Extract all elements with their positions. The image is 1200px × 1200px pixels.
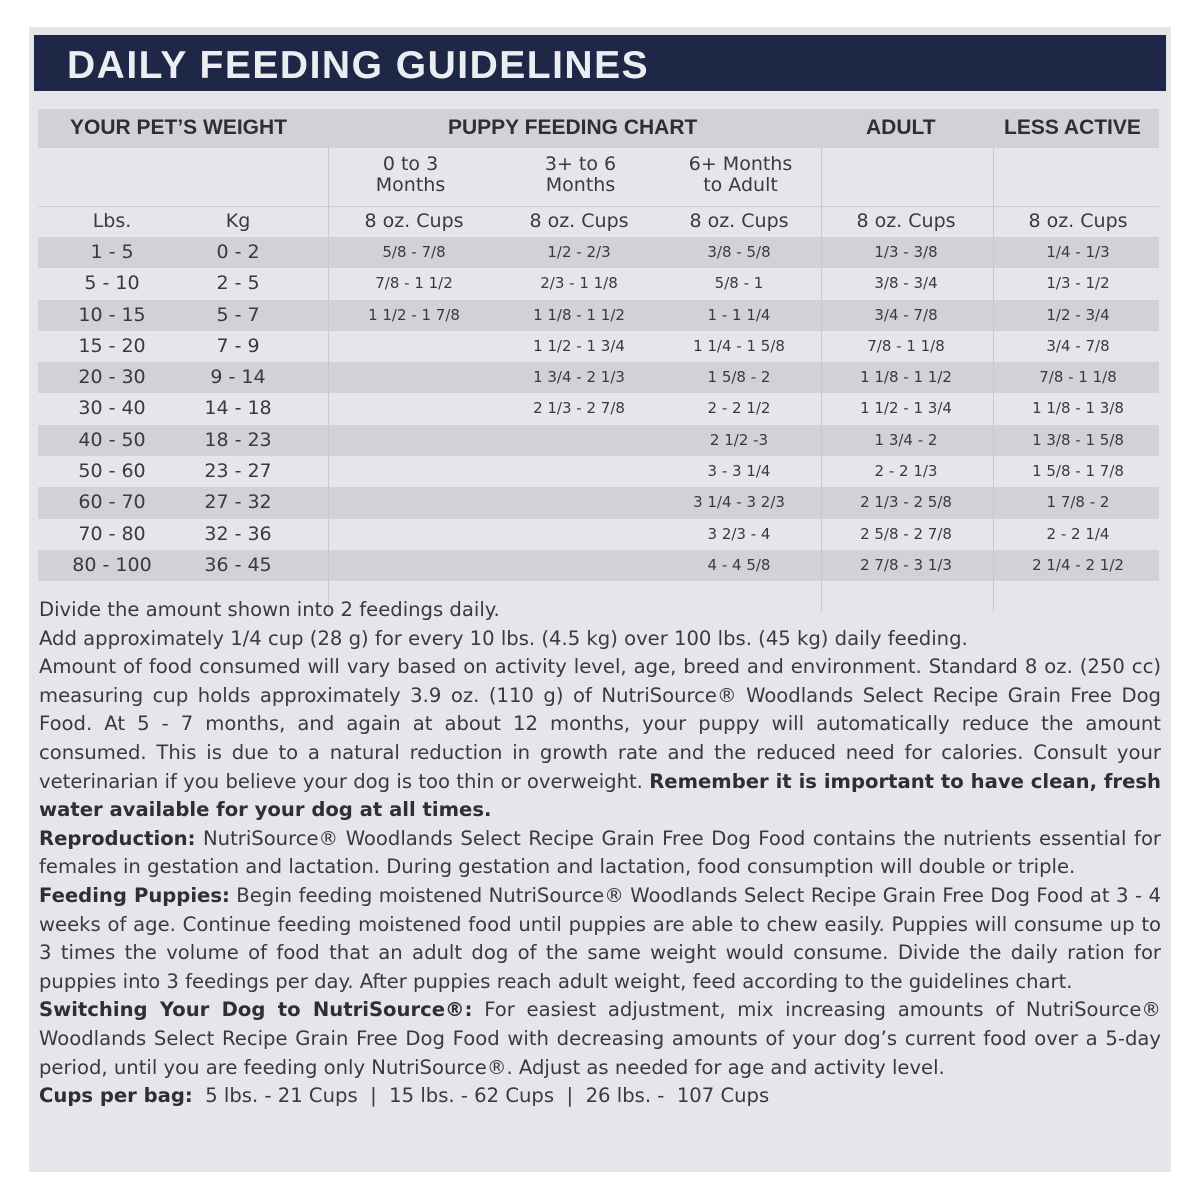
note-divide: Divide the amount shown into 2 feedings daily.	[39, 598, 500, 621]
cell-adult: 2 7/8 - 3 1/3	[860, 555, 952, 574]
table-row	[38, 393, 1159, 424]
cell-adult: 1 3/4 - 2	[874, 430, 938, 449]
age-header-row	[38, 148, 1159, 206]
cell-less-active: 1 3/8 - 1 5/8	[1032, 430, 1124, 449]
cell-kg: 2 - 5	[216, 272, 260, 295]
table-row	[38, 456, 1159, 487]
cell-adult: 1 1/2 - 1 3/4	[860, 399, 952, 418]
cell-puppy-3-6: 1 3/4 - 2 1/3	[533, 368, 625, 387]
header-adult: ADULT	[866, 116, 936, 139]
cell-less-active: 1 7/8 - 2	[1046, 493, 1110, 512]
cell-puppy-3-6: 2 1/3 - 2 7/8	[533, 399, 625, 418]
unit-lbs: Lbs.	[92, 210, 132, 232]
note-cups-per-bag	[39, 1082, 1161, 1111]
puppies-label: Feeding Puppies:	[39, 883, 230, 907]
cell-lbs: 30 - 40	[78, 397, 146, 420]
age-label: Months	[545, 174, 616, 196]
cell-less-active: 7/8 - 1 1/8	[1039, 368, 1117, 387]
switching-label: Switching Your Dog to NutriSource®:	[39, 998, 473, 1022]
age-label: Months	[375, 174, 446, 196]
water-reminder: Remember it is important to have clean, fresh water available for your dog at all times.	[39, 769, 1161, 822]
cell-puppy-0-3: 1 1/2 - 1 7/8	[368, 305, 460, 324]
cell-lbs: 1 - 5	[90, 241, 134, 263]
unit-kg: Kg	[225, 210, 251, 232]
table-row	[38, 237, 1159, 268]
switching-text: For easiest adjustment, mix increasing amounts of NutriSource® Woodlands Select Recipe Grain Free Dog Food with decreasing amounts of your dog’s current food over a 5-day period, until you are feeding only NutriSource®. Adjust as needed for age and activity level.	[39, 998, 1161, 1079]
table-row	[38, 425, 1159, 456]
table-row	[38, 268, 1159, 299]
cell-less-active: 3/4 - 7/8	[1046, 336, 1110, 355]
cell-adult: 3/8 - 3/4	[874, 274, 938, 293]
cell-less-active: 2 - 2 1/4	[1046, 524, 1110, 543]
cell-kg: 32 - 36	[204, 522, 272, 545]
cell-adult: 2 5/8 - 2 7/8	[860, 524, 952, 543]
table-row	[38, 550, 1159, 581]
cell-puppy-6-adult: 3 - 3 1/4	[707, 462, 771, 481]
cell-kg: 9 - 14	[210, 366, 266, 389]
cell-puppy-6-adult: 3 2/3 - 4	[707, 524, 771, 543]
age-label: 0 to 3	[382, 153, 439, 175]
header-less-active: LESS ACTIVE	[1004, 116, 1141, 139]
column-divider	[821, 148, 822, 611]
cell-kg: 14 - 18	[204, 397, 272, 420]
cups-values: 5 lbs. - 21 Cups | 15 lbs. - 62 Cups | 26 lbs. - 107 Cups	[192, 1084, 770, 1108]
table-group-header	[38, 109, 1159, 148]
cell-lbs: 80 - 100	[72, 553, 152, 576]
age-label: 3+ to 6	[544, 153, 617, 175]
note-switching	[39, 996, 1161, 1082]
note-amount	[39, 653, 1161, 825]
note-over-100-lbs: Add approximately 1/4 cup (28 g) for every 10 lbs. (4.5 kg) over 100 lbs. (45 kg) daily feeding.	[39, 626, 968, 650]
unit-cups: 8 oz. Cups	[1028, 210, 1128, 232]
cell-puppy-3-6: 1 1/2 - 1 3/4	[533, 336, 625, 355]
cell-adult: 2 - 2 1/3	[874, 462, 938, 481]
note-reproduction	[39, 825, 1161, 882]
table-body	[38, 237, 1159, 581]
age-header-0-3	[328, 154, 493, 196]
age-header-3-6	[498, 154, 663, 196]
cell-adult: 7/8 - 1 1/8	[867, 336, 945, 355]
cell-less-active: 1 1/8 - 1 3/8	[1032, 399, 1124, 418]
cell-adult: 1 1/8 - 1 1/2	[860, 368, 952, 387]
cell-kg: 0 - 2	[216, 241, 260, 263]
table-row	[38, 487, 1159, 518]
header-weight: YOUR PET’S WEIGHT	[70, 116, 288, 139]
cell-kg: 18 - 23	[204, 428, 272, 451]
column-divider	[328, 148, 329, 611]
cell-adult: 3/4 - 7/8	[874, 305, 938, 324]
age-label: to Adult	[703, 174, 778, 196]
table-row	[38, 300, 1159, 331]
cell-less-active: 1/2 - 3/4	[1046, 305, 1110, 324]
cell-less-active: 1 5/8 - 1 7/8	[1032, 462, 1124, 481]
cell-puppy-6-adult: 4 - 4 5/8	[707, 555, 771, 574]
feeding-guidelines-panel	[29, 27, 1171, 1172]
table-row	[38, 362, 1159, 393]
age-header-6-adult	[658, 154, 823, 196]
cell-lbs: 40 - 50	[78, 428, 146, 451]
page-title: DAILY FEEDING GUIDELINES	[67, 44, 650, 87]
cell-puppy-0-3: 5/8 - 7/8	[382, 243, 446, 261]
unit-cups: 8 oz. Cups	[856, 210, 956, 232]
cell-lbs: 15 - 20	[78, 334, 146, 357]
cell-adult: 2 1/3 - 2 5/8	[860, 493, 952, 512]
cell-lbs: 70 - 80	[78, 522, 146, 545]
cell-less-active: 1/3 - 1/2	[1046, 274, 1110, 293]
cell-puppy-3-6: 1 1/8 - 1 1/2	[533, 305, 625, 324]
cell-lbs: 50 - 60	[78, 460, 146, 483]
cell-puppy-0-3: 7/8 - 1 1/2	[375, 274, 453, 293]
cell-puppy-6-adult: 2 1/2 -3	[709, 430, 769, 449]
cups-label: Cups per bag:	[39, 1084, 193, 1108]
feeding-notes	[39, 596, 1161, 1111]
cell-puppy-6-adult: 3 1/4 - 3 2/3	[693, 493, 785, 512]
puppies-text: Begin feeding moistened NutriSource® Woodlands Select Recipe Grain Free Dog Food at 3 - 4 weeks of age. Continue feeding moistened food until puppies are able to chew easily. Puppies will consume up to 3 times the volume of food that an adult dog of the same weight would consume. Divide the daily ration for puppies into 3 feedings per day. After puppies reach adult weight, feed according to the guidelines chart.	[39, 883, 1161, 993]
cell-adult: 1/3 - 3/8	[874, 243, 938, 261]
table-row	[38, 519, 1159, 550]
unit-header-row	[38, 206, 1159, 238]
cell-kg: 7 - 9	[216, 334, 260, 357]
amount-text: Amount of food consumed will vary based on activity level, age, breed and environment. Standard 8 oz. (250 cc) measuring cup holds approximately 3.9 oz. (110 g) of NutriSource® Woodlands Select Recipe Grain Free Dog Food. At 5 - 7 months, and again at about 12 months, your puppy will automatically reduce the amount consumed. This is due to a natural reduction in growth rate and the reduced need for calories. Consult your veterinarian if you believe your dog is too thin or overweight.	[39, 655, 1161, 793]
age-label: 6+ Months	[688, 153, 793, 175]
cell-puppy-6-adult: 1 5/8 - 2	[707, 368, 771, 387]
cell-puppy-6-adult: 1 1/4 - 1 5/8	[693, 336, 785, 355]
column-divider	[993, 148, 994, 611]
unit-cups: 8 oz. Cups	[689, 210, 789, 232]
cell-less-active: 1/4 - 1/3	[1046, 243, 1110, 261]
cell-puppy-6-adult: 2 - 2 1/2	[707, 399, 771, 418]
unit-cups: 8 oz. Cups	[364, 210, 464, 232]
cell-kg: 5 - 7	[216, 303, 260, 326]
cell-puppy-6-adult: 1 - 1 1/4	[707, 305, 771, 324]
unit-cups: 8 oz. Cups	[529, 210, 629, 232]
cell-lbs: 10 - 15	[78, 303, 146, 326]
header-puppy-chart: PUPPY FEEDING CHART	[448, 116, 698, 139]
cell-puppy-3-6: 1/2 - 2/3	[547, 243, 611, 261]
reproduction-text: NutriSource® Woodlands Select Recipe Grain Free Dog Food contains the nutrients essential for females in gestation and lactation. During gestation and lactation, food consumption will double or triple.	[39, 826, 1161, 879]
cell-puppy-6-adult: 3/8 - 5/8	[707, 243, 771, 261]
cell-lbs: 60 - 70	[78, 491, 146, 514]
cell-puppy-6-adult: 5/8 - 1	[714, 274, 764, 293]
table-row	[38, 331, 1159, 362]
reproduction-label: Reproduction:	[39, 826, 196, 850]
note-feeding-puppies	[39, 882, 1161, 996]
cell-lbs: 5 - 10	[84, 272, 140, 295]
cell-kg: 36 - 45	[204, 553, 272, 576]
cell-kg: 23 - 27	[204, 460, 272, 483]
cell-puppy-3-6: 2/3 - 1 1/8	[540, 274, 618, 293]
cell-less-active: 2 1/4 - 2 1/2	[1032, 555, 1124, 574]
cell-kg: 27 - 32	[204, 491, 272, 514]
cell-lbs: 20 - 30	[78, 366, 146, 389]
title-bar	[34, 35, 1166, 91]
